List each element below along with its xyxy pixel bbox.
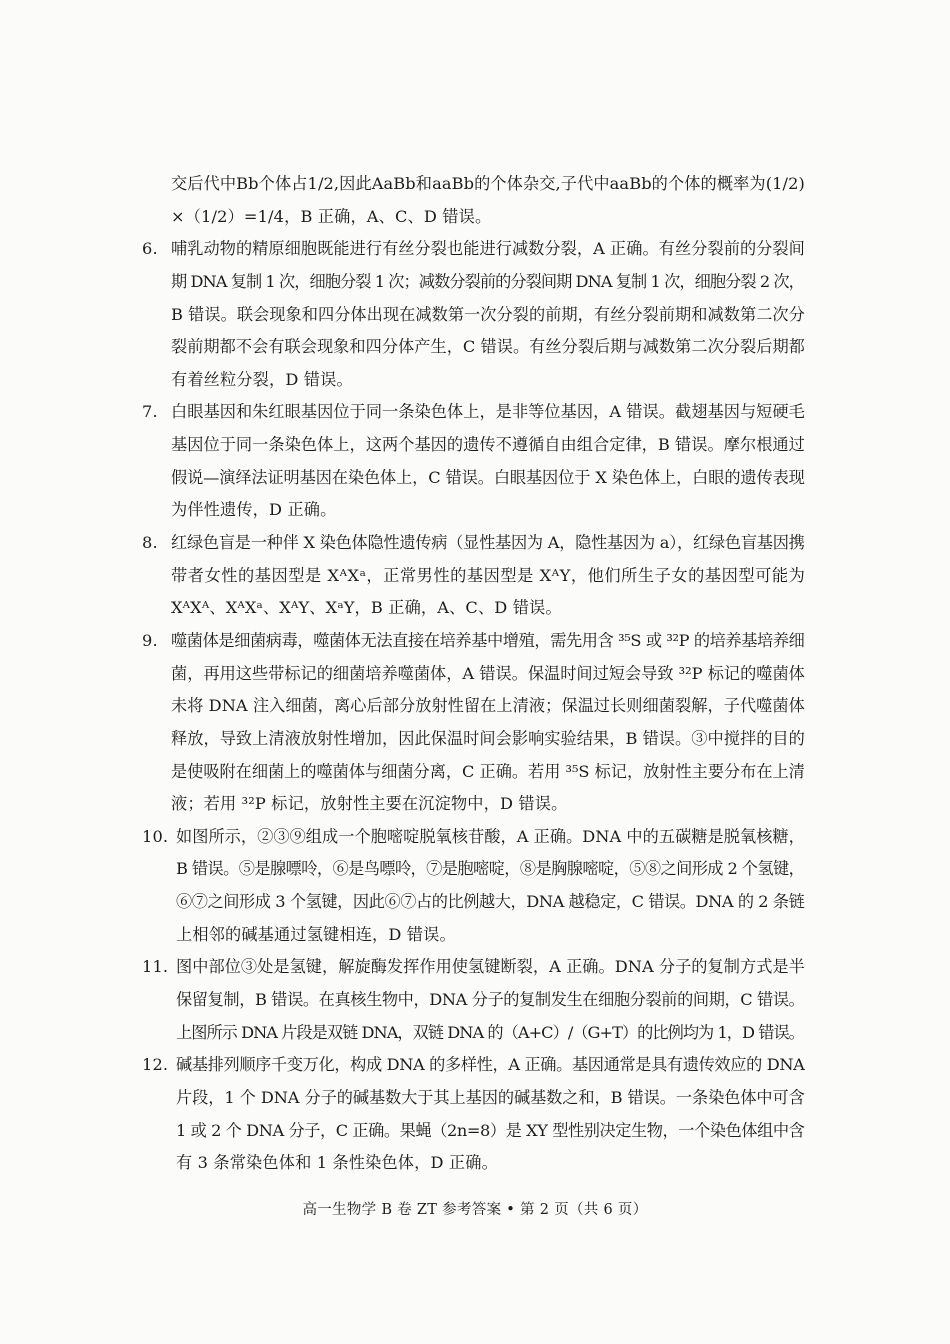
answer-content bbox=[0, 168, 950, 1180]
line-text: 为伴性遗传，D 正确。 bbox=[171, 500, 337, 520]
line-text: 释放，导致上清液放射性增加，因此保温时间会影响实验结果，B 错误。③中搅拌的目的 bbox=[171, 728, 805, 748]
answer-line bbox=[0, 788, 950, 821]
answer-line bbox=[0, 984, 950, 1017]
line-text: B 错误。⑤是腺嘌呤，⑥是鸟嘌呤，⑦是胞嘧啶，⑧是胸腺嘧啶，⑤⑧之间形成 2 个氢键， bbox=[176, 859, 805, 879]
line-text: 保留复制，B 错误。在真核生物中，DNA 分子的复制发生在细胞分裂前的间期，C 错误。 bbox=[176, 990, 805, 1010]
answer-continuation bbox=[0, 168, 950, 233]
line-text: 期 DNA 复制 1 次，细胞分裂 1 次；减数分裂前的分裂间期 DNA 复制 1 次，细胞分裂 2 次， bbox=[171, 271, 804, 291]
answer-line bbox=[0, 592, 950, 625]
answer-line bbox=[0, 821, 950, 854]
item-number: 7. bbox=[142, 402, 158, 422]
answer-line bbox=[0, 1147, 950, 1180]
answer-item-6 bbox=[0, 233, 950, 396]
answer-item-10 bbox=[0, 821, 950, 952]
line-text: 上图所示 DNA 片段是双链 DNA，双链 DNA 的（A+C）/（G+T）的比例均为 1，D 错误。 bbox=[176, 1022, 804, 1042]
page-footer: 高一生物学 B 卷 ZT 参考答案 • 第 2 页（共 6 页） bbox=[302, 1202, 648, 1218]
item-number: 11. bbox=[142, 957, 169, 977]
answer-line bbox=[0, 201, 950, 234]
answer-line bbox=[0, 429, 950, 462]
line-text: 未将 DNA 注入细菌，离心后部分放射性留在上清液；保温过长则细菌裂解，子代噬菌体 bbox=[171, 696, 805, 716]
line-text: 碱基排列顺序千变万化，构成 DNA 的多样性，A 正确。基因通常是具有遗传效应的 DNA bbox=[176, 1055, 805, 1075]
line-text: 是使吸附在细菌上的噬菌体与细菌分离，C 正确。若用 ³⁵S 标记，放射性主要分布在上清 bbox=[171, 761, 805, 781]
line-text: 白眼基因和朱红眼基因位于同一条染色体上，是非等位基因，A 错误。截翅基因与短硬毛 bbox=[171, 402, 805, 422]
item-number: 8. bbox=[142, 533, 158, 553]
line-text: 假说—演绎法证明基因在染色体上，C 错误。白眼基因位于 X 染色体上，白眼的遗传表现 bbox=[171, 467, 805, 487]
line-text: 基因位于同一条染色体上，这两个基因的遗传不遵循自由组合定律，B 错误。摩尔根通过 bbox=[171, 435, 805, 455]
answer-line bbox=[0, 690, 950, 723]
answer-line bbox=[0, 886, 950, 919]
answer-line bbox=[0, 266, 950, 299]
answer-item-7 bbox=[0, 396, 950, 527]
answer-line bbox=[0, 168, 950, 201]
answer-line bbox=[0, 299, 950, 332]
answer-line bbox=[0, 756, 950, 789]
answer-item-8 bbox=[0, 527, 950, 625]
answer-line bbox=[0, 494, 950, 527]
answer-line bbox=[0, 919, 950, 952]
answer-line bbox=[0, 396, 950, 429]
answer-line bbox=[0, 1017, 950, 1050]
line-text: B 错误。联会现象和四分体出现在减数第一次分裂的前期，有丝分裂前期和减数第二次分 bbox=[171, 304, 805, 324]
answer-line bbox=[0, 658, 950, 691]
answer-line bbox=[0, 560, 950, 593]
line-text: 如图所示，②③⑨组成一个胞嘧啶脱氧核苷酸，A 正确。DNA 中的五碳糖是脱氧核糖， bbox=[176, 826, 805, 846]
answer-line bbox=[0, 1082, 950, 1115]
line-text: XᴬXᴬ、XᴬXᵃ、XᴬY、XᵃY，B 正确，A、C、D 错误。 bbox=[171, 598, 562, 618]
item-number: 9. bbox=[142, 630, 158, 650]
line-text: 交后代中Bb个体占1/2,因此AaBb和aaBb的个体杂交,子代中aaBb的个体的概率为(1/2) bbox=[171, 174, 805, 193]
line-text: 带者女性的基因型是 XᴬXᵃ，正常男性的基因型是 XᴬY，他们所生子女的基因型可能为 bbox=[171, 565, 806, 585]
answer-line bbox=[0, 853, 950, 886]
item-number: 6. bbox=[142, 239, 158, 259]
answer-line bbox=[0, 331, 950, 364]
item-number: 12. bbox=[142, 1055, 169, 1075]
line-text: 上相邻的碱基通过氢键相连，D 错误。 bbox=[176, 924, 456, 944]
answer-line bbox=[0, 951, 950, 984]
item-number: 10. bbox=[142, 826, 169, 846]
line-text: 片段，1 个 DNA 分子的碱基数大于其上基因的碱基数之和，B 错误。一条染色体中可含 bbox=[176, 1087, 805, 1107]
answer-line bbox=[0, 1049, 950, 1082]
line-text: 有着丝粒分裂，D 错误。 bbox=[171, 369, 353, 389]
answer-line bbox=[0, 233, 950, 266]
line-text: 图中部位③处是氢键，解旋酶发挥作用使氢键断裂，A 正确。DNA 分子的复制方式是半 bbox=[176, 957, 805, 977]
line-text: 菌，再用这些带标记的细菌培养噬菌体，A 错误。保温时间过短会导致 ³²P 标记的噬菌体 bbox=[171, 663, 805, 683]
line-text: 裂前期都不会有联会现象和四分体产生，C 错误。有丝分裂后期与减数第二次分裂后期都 bbox=[171, 337, 805, 357]
line-text: 噬菌体是细菌病毒，噬菌体无法直接在培养基中增殖，需先用含 ³⁵S 或 ³²P 的培养基培养细 bbox=[171, 630, 805, 650]
answer-line bbox=[0, 527, 950, 560]
answer-item-9 bbox=[0, 625, 950, 821]
line-text: ⑥⑦之间形成 3 个氢键，因此⑥⑦占的比例越大，DNA 越稳定，C 错误。DNA 的 2 条链 bbox=[176, 892, 805, 912]
line-text: 1 或 2 个 DNA 分子，C 正确。果蝇（2n=8）是 XY 型性别决定生物，一个染色体组中含 bbox=[176, 1120, 805, 1140]
line-text: 哺乳动物的精原细胞既能进行有丝分裂也能进行减数分裂，A 正确。有丝分裂前的分裂间 bbox=[171, 239, 805, 259]
line-text: 红绿色盲是一种伴 X 染色体隐性遗传病（显性基因为 A，隐性基因为 a），红绿色盲基因携 bbox=[171, 533, 805, 553]
answer-line bbox=[0, 723, 950, 756]
answer-item-11 bbox=[0, 951, 950, 1049]
line-text: ×（1/2）=1/4，B 正确，A、C、D 错误。 bbox=[171, 206, 492, 226]
line-text: 液；若用 ³²P 标记，放射性主要在沉淀物中，D 错误。 bbox=[171, 794, 568, 814]
answer-line bbox=[0, 364, 950, 397]
answer-line bbox=[0, 1115, 950, 1148]
answer-item-12 bbox=[0, 1049, 950, 1180]
line-text: 有 3 条常染色体和 1 条性染色体，D 正确。 bbox=[176, 1153, 498, 1173]
answer-line bbox=[0, 462, 950, 495]
answer-line bbox=[0, 625, 950, 658]
